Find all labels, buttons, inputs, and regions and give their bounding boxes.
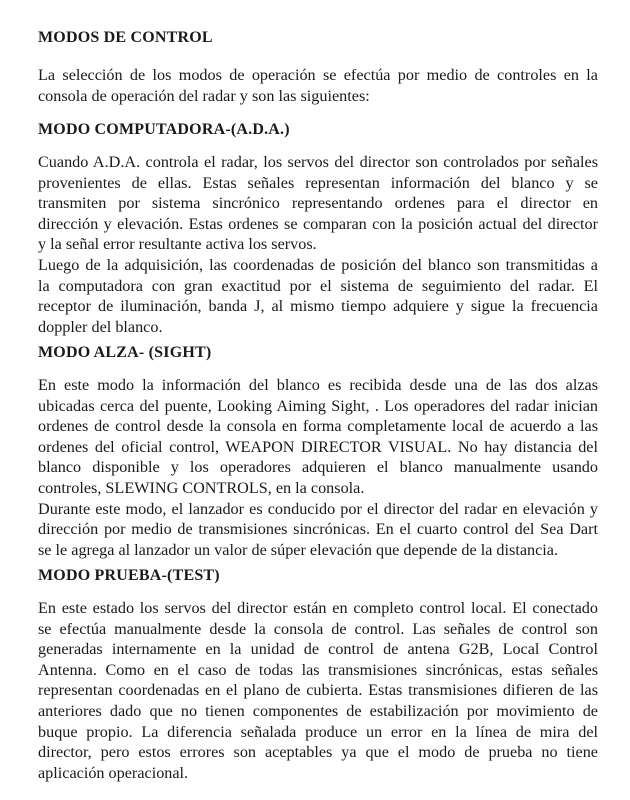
section-heading: MODO COMPUTADORA-(A.D.A.)	[38, 121, 290, 138]
section-paragraph	[38, 152, 598, 337]
text-line: ordenes del oficial control, WEAPON DIRECTOR VISUAL. No hay distancia del	[38, 437, 598, 456]
text-line: se le agrega al lanzador un valor de súper elevación que depende de la distancia.	[38, 540, 559, 559]
text-line: En este estado los servos del director están en completo control local. El conectado	[38, 599, 598, 617]
document-title: MODOS DE CONTROL	[38, 29, 213, 46]
text-line: buque propio. La diferencia señalada produce un error en la línea de mira del	[38, 722, 598, 741]
text-line: la computadora con gran exactitud por el sistema de seguimiento del radar. El	[38, 276, 598, 295]
text-line: Luego de la adquisición, las coordenadas de posición del blanco son transmitidas a	[38, 255, 598, 274]
text-line: transmiten por sistema sincrónico representando ordenes para el director en	[38, 194, 598, 213]
text-line: blanco disponible y los operadores adquieren el blanco manualmente usando	[38, 458, 598, 477]
text-line: En este modo la información del blanco es recibida desde una de las dos alzas	[38, 376, 598, 394]
text-line: Cuando A.D.A. controla el radar, los servos del director son controlados por señales	[38, 153, 598, 171]
intro-paragraph	[38, 65, 598, 106]
text-line: y la señal error resultante activa los servos.	[38, 235, 317, 254]
text-line: Antenna. Como en el caso de todas las transmisiones sincrónicas, estas señales	[38, 660, 598, 679]
text-line: provenientes de ellas. Estas señales representan información del blanco y se	[38, 173, 598, 192]
text-line: aplicación operacional.	[38, 763, 189, 782]
text-line: controles, SLEWING CONTROLS, en la consola.	[38, 478, 365, 497]
text-line: ordenes de control desde la consola en forma completamente local de acuerdo a las	[38, 417, 598, 436]
text-line: consola de operación del radar y son las siguientes:	[38, 86, 370, 105]
text-line: receptor de iluminación, banda J, al mismo tiempo adquiere y sigue la frecuencia	[38, 297, 598, 316]
text-line: dirección y elevación. Estas ordenes se comparan con la posición actual del director	[38, 214, 598, 233]
section-paragraph	[38, 598, 598, 783]
text-line: anteriores dado que no tienen componentes de estabilización por movimiento de	[38, 701, 598, 720]
text-line: se efectúa manualmente desde la consola de control. Las señales de control son	[38, 619, 598, 638]
section-heading: MODO PRUEBA-(TEST)	[38, 567, 220, 584]
text-line: doppler del blanco.	[38, 317, 163, 336]
text-line: director, pero estos errores son aceptables ya que el modo de prueba no tiene	[38, 743, 598, 762]
section-paragraph	[38, 375, 598, 560]
text-line: ubicadas cerca del puente, Looking Aiming Sight, . Los operadores del radar inician	[38, 396, 598, 415]
text-line: La selección de los modos de operación se efectúa por medio de controles en la	[38, 66, 598, 84]
text-line: dirección por medio de transmisiones sincrónicas. En el cuarto control del Sea Dart	[38, 520, 598, 539]
text-line: Durante este modo, el lanzador es conducido por el director del radar en elevación y	[38, 499, 598, 518]
text-line: generadas internamente en la unidad de control de antena G2B, Local Control	[38, 640, 598, 659]
section-heading: MODO ALZA- (SIGHT)	[38, 344, 212, 361]
text-line: representan coordenadas en el plano de cubierta. Estas transmisiones difieren de las	[38, 681, 598, 700]
